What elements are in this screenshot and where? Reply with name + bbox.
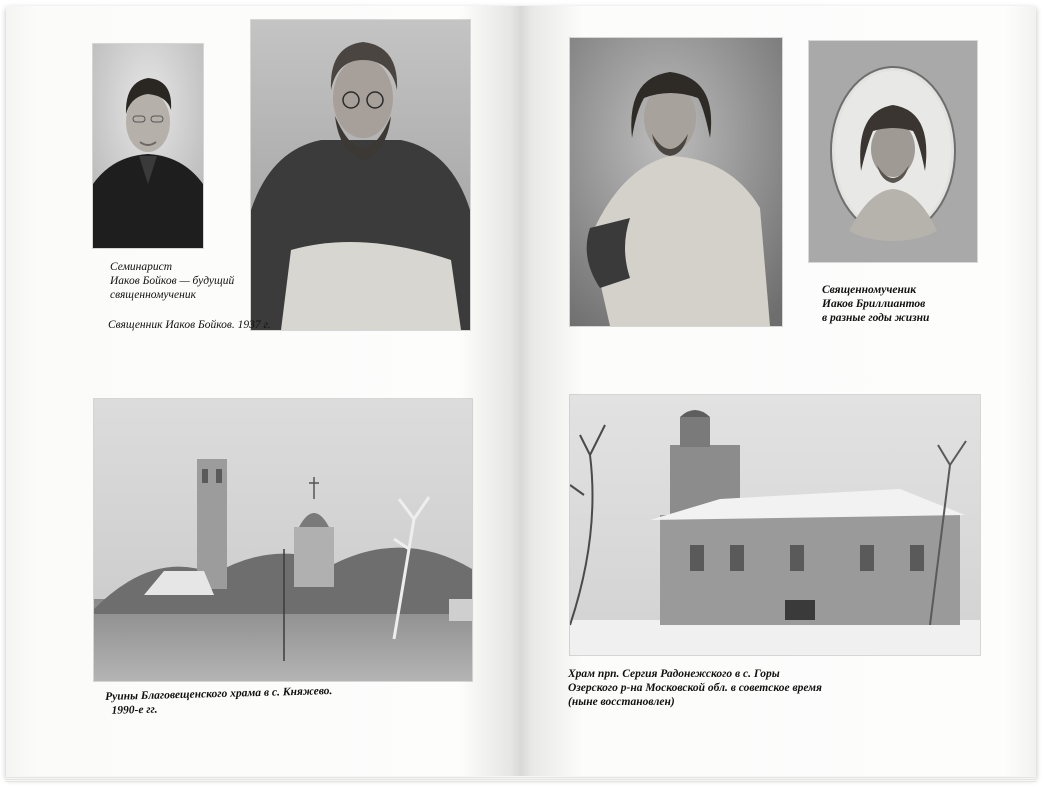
caption-brilliantov: Священномученик Иаков Бриллиантов в разные годы жизни <box>822 284 930 324</box>
caption-church-gory: Храм прп. Сергия Радонежского в с. Горы Озерского р-на Московской обл. в советское время (ныне восстановлен) <box>568 668 822 708</box>
page-edges <box>6 776 1036 782</box>
photo-church-gory <box>570 395 980 655</box>
caption-seminarian: Семинарист Иаков Бойков — будущий священномученик <box>110 261 235 301</box>
photo-brilliantov-oval <box>809 41 977 262</box>
caption-ruins-knyazhevo: Руины Благовещенского храма в с. Княжево. 1990-е гг. <box>105 685 333 717</box>
caption-priest-1937: Священник Иаков Бойков. 1937 г. <box>108 319 271 331</box>
photo-brilliantov-seated <box>570 38 782 326</box>
photo-priest-boykov-1937 <box>251 20 470 330</box>
photo-ruins-knyazhevo <box>94 399 472 681</box>
photo-seminarian-boykov <box>93 44 203 248</box>
